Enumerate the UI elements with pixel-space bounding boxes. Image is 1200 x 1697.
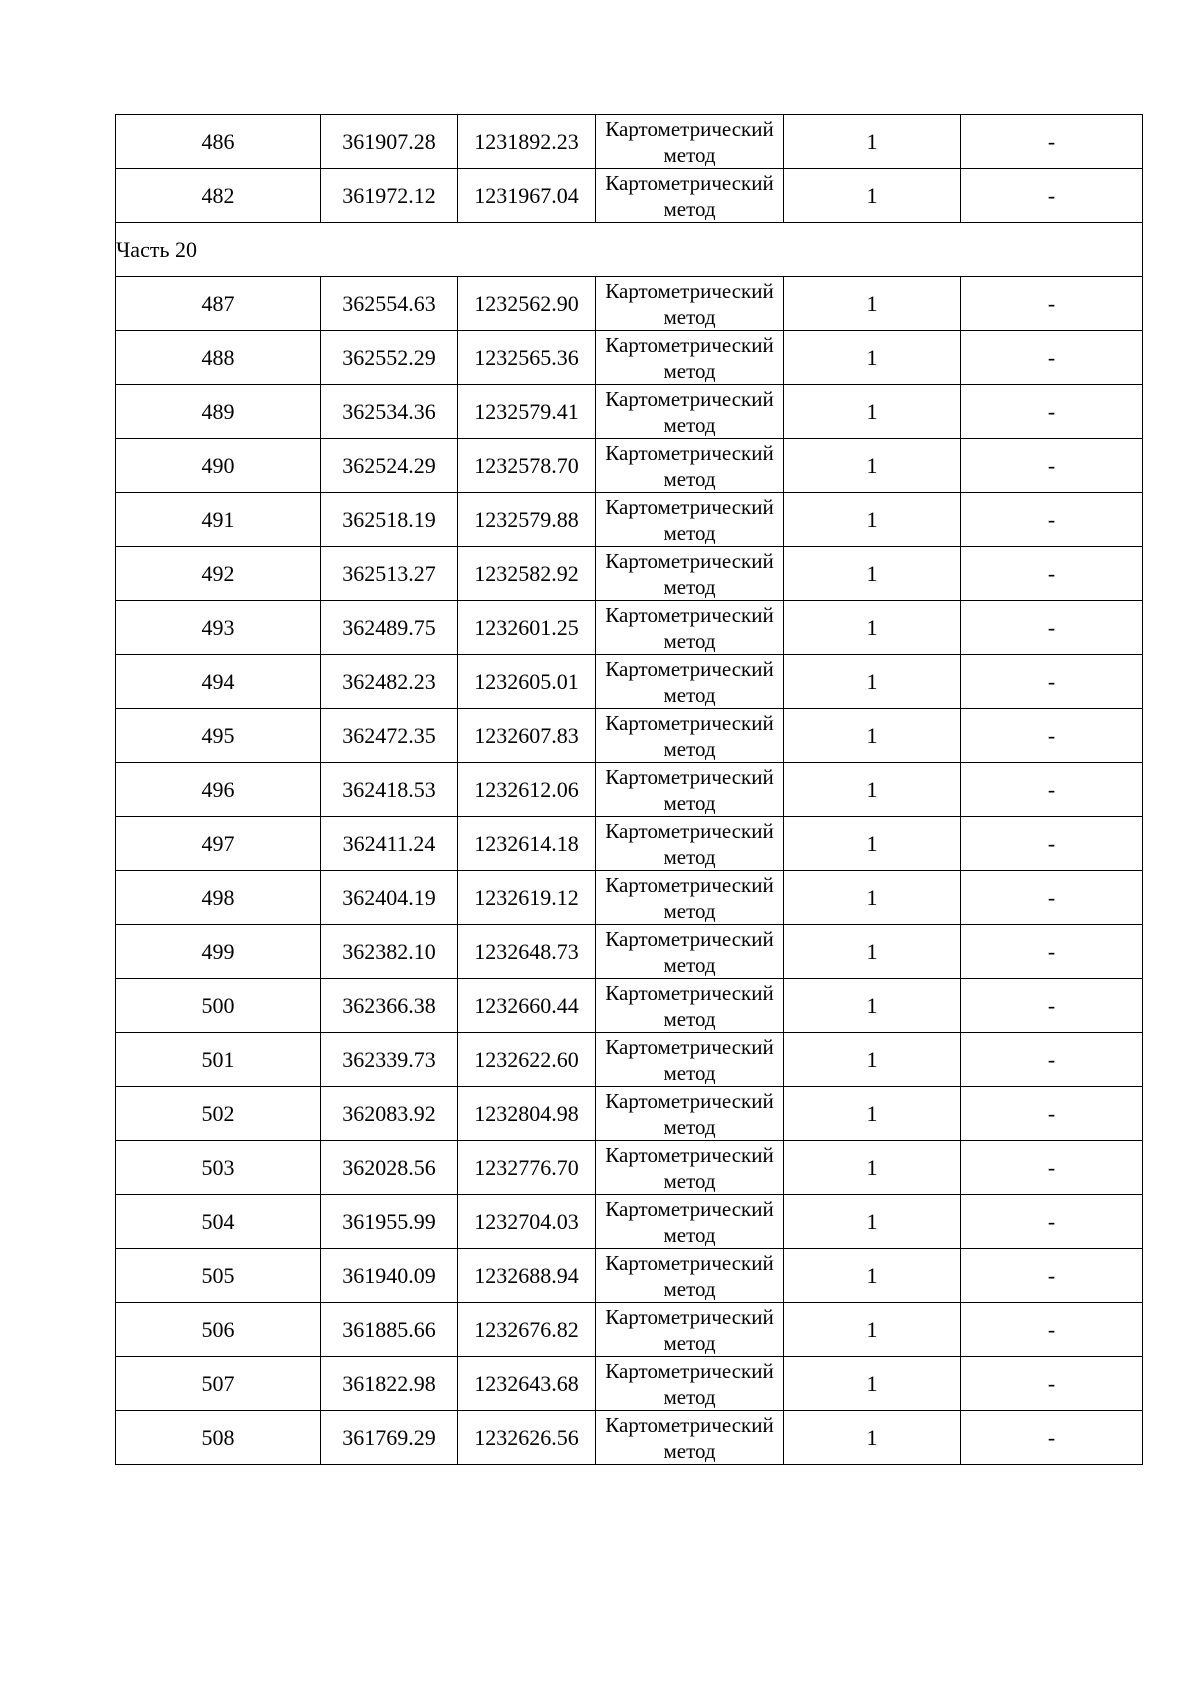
method-cell: Картометрический метод (596, 331, 784, 385)
point-number-cell: 508 (116, 1411, 321, 1465)
table-row (116, 817, 1143, 871)
y-coordinate-cell: 1232776.70 (458, 1141, 596, 1195)
note-cell: - (961, 1249, 1143, 1303)
point-number-cell: 494 (116, 655, 321, 709)
x-coordinate-cell: 361972.12 (321, 169, 458, 223)
point-number-cell: 495 (116, 709, 321, 763)
method-cell: Картометрический метод (596, 979, 784, 1033)
point-number-cell: 491 (116, 493, 321, 547)
method-cell: Картометрический метод (596, 385, 784, 439)
point-number-cell: 482 (116, 169, 321, 223)
x-coordinate-cell: 361907.28 (321, 115, 458, 169)
x-coordinate-cell: 361822.98 (321, 1357, 458, 1411)
y-coordinate-cell: 1232562.90 (458, 277, 596, 331)
x-coordinate-cell: 362418.53 (321, 763, 458, 817)
note-cell: - (961, 493, 1143, 547)
accuracy-cell: 1 (784, 709, 961, 763)
note-cell: - (961, 871, 1143, 925)
method-cell: Картометрический метод (596, 1357, 784, 1411)
note-cell: - (961, 331, 1143, 385)
accuracy-cell: 1 (784, 1411, 961, 1465)
method-cell: Картометрический метод (596, 115, 784, 169)
method-cell: Картометрический метод (596, 1303, 784, 1357)
point-number-cell: 489 (116, 385, 321, 439)
accuracy-cell: 1 (784, 493, 961, 547)
accuracy-cell: 1 (784, 979, 961, 1033)
y-coordinate-cell: 1232648.73 (458, 925, 596, 979)
method-cell: Картометрический метод (596, 871, 784, 925)
accuracy-cell: 1 (784, 385, 961, 439)
accuracy-cell: 1 (784, 1303, 961, 1357)
note-cell: - (961, 655, 1143, 709)
table-row (116, 331, 1143, 385)
x-coordinate-cell: 362411.24 (321, 817, 458, 871)
method-cell: Картометрический метод (596, 1411, 784, 1465)
y-coordinate-cell: 1232704.03 (458, 1195, 596, 1249)
x-coordinate-cell: 361885.66 (321, 1303, 458, 1357)
point-number-cell: 505 (116, 1249, 321, 1303)
table-row (116, 385, 1143, 439)
table-row (116, 115, 1143, 169)
table-row (116, 1087, 1143, 1141)
method-cell: Картометрический метод (596, 1195, 784, 1249)
table-row (116, 169, 1143, 223)
x-coordinate-cell: 361769.29 (321, 1411, 458, 1465)
point-number-cell: 488 (116, 331, 321, 385)
y-coordinate-cell: 1232612.06 (458, 763, 596, 817)
x-coordinate-cell: 361940.09 (321, 1249, 458, 1303)
accuracy-cell: 1 (784, 655, 961, 709)
point-number-cell: 499 (116, 925, 321, 979)
method-cell: Картометрический метод (596, 439, 784, 493)
y-coordinate-cell: 1231892.23 (458, 115, 596, 169)
y-coordinate-cell: 1232619.12 (458, 871, 596, 925)
accuracy-cell: 1 (784, 439, 961, 493)
x-coordinate-cell: 362472.35 (321, 709, 458, 763)
point-number-cell: 493 (116, 601, 321, 655)
table-row (116, 1141, 1143, 1195)
method-cell: Картометрический метод (596, 493, 784, 547)
x-coordinate-cell: 362482.23 (321, 655, 458, 709)
method-cell: Картометрический метод (596, 1087, 784, 1141)
point-number-cell: 506 (116, 1303, 321, 1357)
note-cell: - (961, 979, 1143, 1033)
x-coordinate-cell: 362028.56 (321, 1141, 458, 1195)
accuracy-cell: 1 (784, 547, 961, 601)
y-coordinate-cell: 1232601.25 (458, 601, 596, 655)
method-cell: Картометрический метод (596, 277, 784, 331)
y-coordinate-cell: 1232614.18 (458, 817, 596, 871)
y-coordinate-cell: 1232804.98 (458, 1087, 596, 1141)
accuracy-cell: 1 (784, 169, 961, 223)
table-row (116, 1195, 1143, 1249)
y-coordinate-cell: 1232676.82 (458, 1303, 596, 1357)
y-coordinate-cell: 1232660.44 (458, 979, 596, 1033)
table-row (116, 763, 1143, 817)
table-row (116, 493, 1143, 547)
note-cell: - (961, 709, 1143, 763)
y-coordinate-cell: 1231967.04 (458, 169, 596, 223)
method-cell: Картометрический метод (596, 547, 784, 601)
table-row (116, 925, 1143, 979)
y-coordinate-cell: 1232565.36 (458, 331, 596, 385)
table-row (116, 439, 1143, 493)
table-row (116, 979, 1143, 1033)
point-number-cell: 487 (116, 277, 321, 331)
note-cell: - (961, 547, 1143, 601)
accuracy-cell: 1 (784, 1249, 961, 1303)
x-coordinate-cell: 362083.92 (321, 1087, 458, 1141)
y-coordinate-cell: 1232643.68 (458, 1357, 596, 1411)
y-coordinate-cell: 1232582.92 (458, 547, 596, 601)
y-coordinate-cell: 1232622.60 (458, 1033, 596, 1087)
y-coordinate-cell: 1232688.94 (458, 1249, 596, 1303)
method-cell: Картометрический метод (596, 763, 784, 817)
note-cell: - (961, 601, 1143, 655)
accuracy-cell: 1 (784, 115, 961, 169)
table-row (116, 1357, 1143, 1411)
x-coordinate-cell: 362404.19 (321, 871, 458, 925)
point-number-cell: 504 (116, 1195, 321, 1249)
accuracy-cell: 1 (784, 331, 961, 385)
note-cell: - (961, 439, 1143, 493)
point-number-cell: 497 (116, 817, 321, 871)
table-row (116, 1249, 1143, 1303)
point-number-cell: 503 (116, 1141, 321, 1195)
x-coordinate-cell: 362339.73 (321, 1033, 458, 1087)
note-cell: - (961, 1195, 1143, 1249)
y-coordinate-cell: 1232578.70 (458, 439, 596, 493)
x-coordinate-cell: 362382.10 (321, 925, 458, 979)
method-cell: Картометрический метод (596, 655, 784, 709)
y-coordinate-cell: 1232579.88 (458, 493, 596, 547)
accuracy-cell: 1 (784, 817, 961, 871)
accuracy-cell: 1 (784, 277, 961, 331)
note-cell: - (961, 115, 1143, 169)
point-number-cell: 502 (116, 1087, 321, 1141)
note-cell: - (961, 763, 1143, 817)
coordinates-table-body (116, 115, 1143, 1465)
note-cell: - (961, 925, 1143, 979)
x-coordinate-cell: 362534.36 (321, 385, 458, 439)
method-cell: Картометрический метод (596, 169, 784, 223)
table-row (116, 709, 1143, 763)
note-cell: - (961, 1033, 1143, 1087)
note-cell: - (961, 1357, 1143, 1411)
note-cell: - (961, 817, 1143, 871)
x-coordinate-cell: 362366.38 (321, 979, 458, 1033)
x-coordinate-cell: 362513.27 (321, 547, 458, 601)
accuracy-cell: 1 (784, 871, 961, 925)
x-coordinate-cell: 362489.75 (321, 601, 458, 655)
accuracy-cell: 1 (784, 763, 961, 817)
coordinates-table (115, 114, 1143, 1465)
y-coordinate-cell: 1232579.41 (458, 385, 596, 439)
method-cell: Картометрический метод (596, 817, 784, 871)
point-number-cell: 492 (116, 547, 321, 601)
table-row (116, 1303, 1143, 1357)
table-row (116, 1033, 1143, 1087)
accuracy-cell: 1 (784, 1357, 961, 1411)
note-cell: - (961, 385, 1143, 439)
y-coordinate-cell: 1232626.56 (458, 1411, 596, 1465)
accuracy-cell: 1 (784, 1087, 961, 1141)
x-coordinate-cell: 362552.29 (321, 331, 458, 385)
x-coordinate-cell: 362524.29 (321, 439, 458, 493)
accuracy-cell: 1 (784, 925, 961, 979)
point-number-cell: 490 (116, 439, 321, 493)
y-coordinate-cell: 1232607.83 (458, 709, 596, 763)
table-row (116, 655, 1143, 709)
section-row (116, 223, 1143, 277)
method-cell: Картометрический метод (596, 709, 784, 763)
note-cell: - (961, 1087, 1143, 1141)
point-number-cell: 500 (116, 979, 321, 1033)
method-cell: Картометрический метод (596, 601, 784, 655)
x-coordinate-cell: 362518.19 (321, 493, 458, 547)
accuracy-cell: 1 (784, 1033, 961, 1087)
table-row (116, 1411, 1143, 1465)
y-coordinate-cell: 1232605.01 (458, 655, 596, 709)
note-cell: - (961, 1411, 1143, 1465)
accuracy-cell: 1 (784, 601, 961, 655)
method-cell: Картометрический метод (596, 1249, 784, 1303)
note-cell: - (961, 277, 1143, 331)
method-cell: Картометрический метод (596, 925, 784, 979)
point-number-cell: 486 (116, 115, 321, 169)
table-row (116, 871, 1143, 925)
x-coordinate-cell: 362554.63 (321, 277, 458, 331)
point-number-cell: 507 (116, 1357, 321, 1411)
note-cell: - (961, 1303, 1143, 1357)
method-cell: Картометрический метод (596, 1033, 784, 1087)
table-row (116, 547, 1143, 601)
note-cell: - (961, 169, 1143, 223)
method-cell: Картометрический метод (596, 1141, 784, 1195)
note-cell: - (961, 1141, 1143, 1195)
point-number-cell: 501 (116, 1033, 321, 1087)
table-row (116, 277, 1143, 331)
point-number-cell: 496 (116, 763, 321, 817)
point-number-cell: 498 (116, 871, 321, 925)
section-label: Часть 20 (116, 223, 1143, 277)
x-coordinate-cell: 361955.99 (321, 1195, 458, 1249)
accuracy-cell: 1 (784, 1141, 961, 1195)
table-row (116, 601, 1143, 655)
accuracy-cell: 1 (784, 1195, 961, 1249)
